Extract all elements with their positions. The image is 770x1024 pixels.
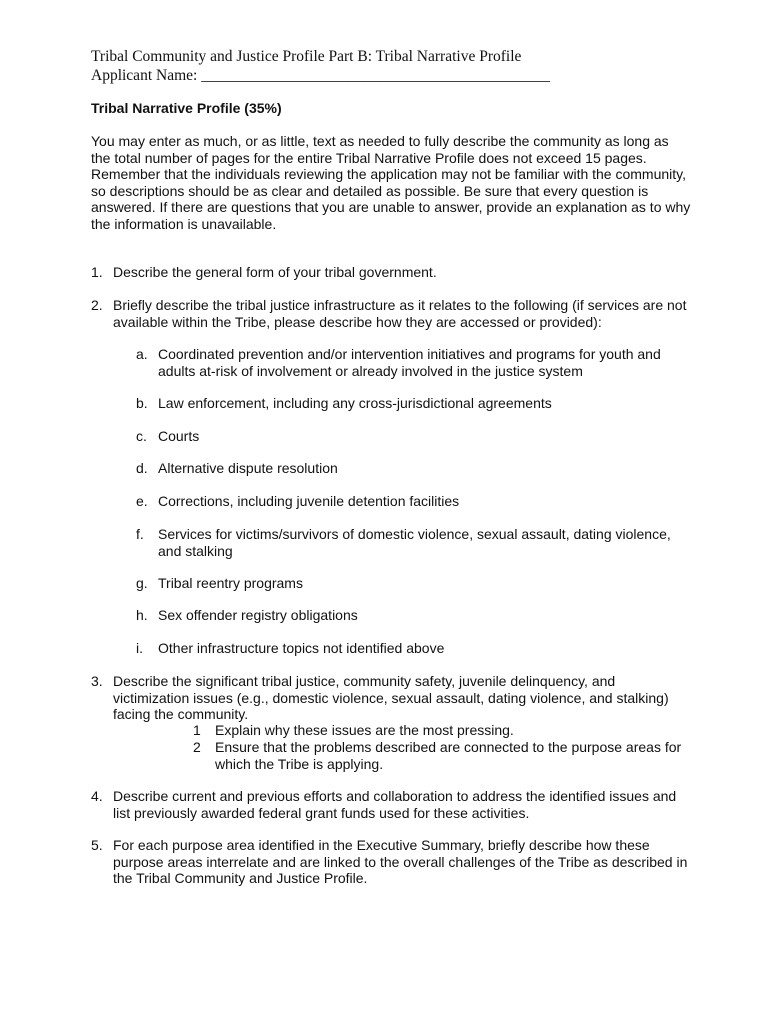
question-text: Describe the general form of your tribal government. [113, 264, 437, 280]
subitem-text: Services for victims/survivors of domestic violence, sexual assault, dating violence, and stalking [158, 526, 671, 559]
subitem-label: 1 [193, 722, 201, 738]
question-text: Briefly describe the tribal justice infrastructure as it relates to the following (if services are not available within the Tribe, please describe how they are accessed or provided): [113, 297, 687, 330]
question-number: 1. [91, 264, 103, 280]
subitem-text: Corrections, including juvenile detention facilities [158, 493, 460, 509]
subitem-text: Ensure that the problems described are connected to the purpose areas for which the Tribe is applying. [215, 739, 682, 772]
subitem-label: a. [136, 346, 148, 362]
subitem-label: b. [136, 395, 148, 411]
subitem-label: 2 [193, 739, 201, 755]
subitem-label: d. [136, 460, 148, 476]
subitem-label: i. [136, 640, 143, 656]
subitem-label: e. [136, 493, 148, 509]
subitem-label: f. [136, 526, 144, 542]
subitem-label: c. [136, 428, 147, 444]
subitem-text: Tribal reentry programs [158, 575, 303, 591]
subitem-label: h. [136, 607, 148, 623]
question-number: 4. [91, 788, 103, 804]
subitem-text: Courts [158, 428, 200, 444]
question-number: 5. [91, 837, 103, 853]
intro-paragraph: You may enter as much, or as little, text as needed to fully describe the community as long as the total number of pages for the entire Tribal Narrative Profile does not exceed 15 pages. Remember that the individuals reviewing the application may not be familiar with the community, so descriptions should be as clear and detailed as possible. Be sure that every question is answered. If there are questions that you are unable to answer, provide an explanation as to why the information is unavailable. [91, 133, 691, 232]
subitem-text: Law enforcement, including any cross-jurisdictional agreements [158, 395, 552, 411]
header-title: Tribal Community and Justice Profile Part B: Tribal Narrative Profile [91, 48, 522, 65]
question-text: Describe current and previous efforts and collaboration to address the identified issues and list previously awarded federal grant funds used for these activities. [113, 788, 677, 821]
question-number: 3. [91, 673, 103, 689]
section-title: Tribal Narrative Profile (35%) [91, 100, 282, 116]
subitem-text: Explain why these issues are the most pressing. [215, 722, 514, 738]
subitem-text: Coordinated prevention and/or intervention initiatives and programs for youth and adults at-risk of involvement or already involved in the justice system [158, 346, 661, 379]
subitem-text: Other infrastructure topics not identified above [158, 640, 445, 656]
applicant-name-line: Applicant Name: _____________________________________________ [91, 67, 550, 84]
subitem-text: Alternative dispute resolution [158, 460, 338, 476]
question-number: 2. [91, 297, 103, 313]
subitem-label: g. [136, 575, 148, 591]
question-text: For each purpose area identified in the Executive Summary, briefly describe how these purpose areas interrelate and are linked to the overall challenges of the Tribe as described in the Tribal Community and Justice Profile. [113, 837, 688, 886]
subitem-text: Sex offender registry obligations [158, 607, 358, 623]
question-text: Describe the significant tribal justice, community safety, juvenile delinquency, and victimization issues (e.g., domestic violence, sexual assault, dating violence, and stalking) facing the community. [113, 673, 669, 722]
